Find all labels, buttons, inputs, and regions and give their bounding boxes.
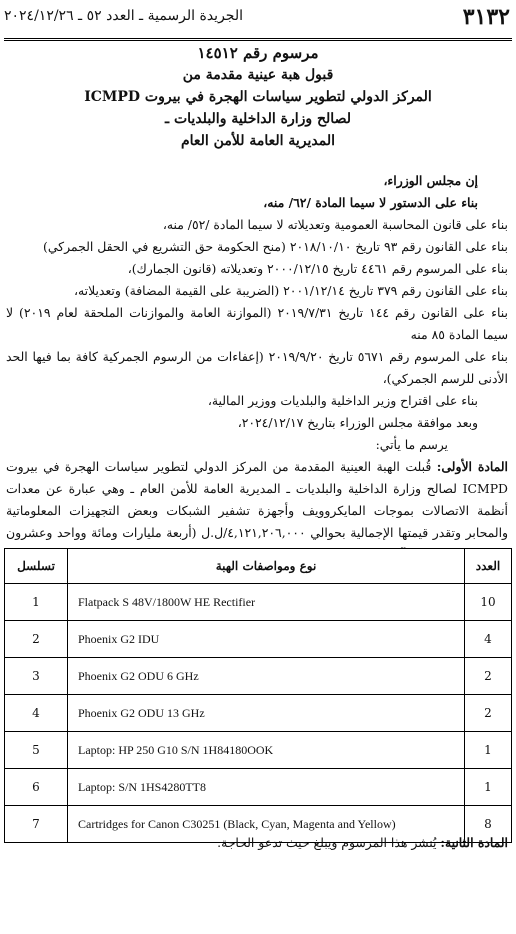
cell-qty: 4 <box>465 621 512 658</box>
cell-desc: Flatpack S 48V/1800W HE Rectifier <box>68 584 465 621</box>
cell-desc: Phoenix G2 ODU 6 GHz <box>68 658 465 695</box>
table-row <box>5 584 512 621</box>
cell-desc: Cartridges for Canon C30251 (Black, Cyan, Magenta and Yellow) <box>68 806 465 843</box>
cell-qty: 1 <box>465 769 512 806</box>
article-1-text: قُبلت الهبة العينية المقدمة من المركز الدولي لتطوير سياسات الهجرة في بيروت ICMPD لصالح وزارة الداخلية والبلديات ـ المديرية العامة للأمن العام ـ وهي عبارة عن معدات أنظمة الاتصالات بموجات المايكروويف وأجهزة تشفير الشبكات وبعض التجهيزات المعلوماتية والمحابر وتقدر قيمتها الإجمالية بحوالي ٤,١٢١,٢٠٦,٠٠٠/ل.ل (أربعة مليارات ومائة وواحد وعشرون <box>6 459 508 540</box>
council-line: إن مجلس الوزراء، <box>383 173 478 188</box>
recital-1: بناء على قانون المحاسبة العمومية وتعديلاته لا سيما المادة /٥٢/ منه، <box>162 217 508 232</box>
article-1-label: المادة الأولى: <box>436 459 508 474</box>
title-line-4: المديرية العامة للأمن العام <box>180 133 336 149</box>
recital-3: بناء على المرسوم رقم ٤٤٦١ تاريخ ٢٠٠٠/١٢/١٥ وتعديلاته (قانون الجمارك)، <box>127 261 508 276</box>
decree-body <box>6 170 508 566</box>
cell-seq: 7 <box>5 806 68 843</box>
header-qty: العدد <box>465 549 512 584</box>
cell-qty: 1 <box>465 732 512 769</box>
cell-qty: 10 <box>465 584 512 621</box>
cell-seq: 2 <box>5 621 68 658</box>
cell-desc: Laptop: HP 250 G10 S/N 1H84180OOK <box>68 732 465 769</box>
decree-number: مرسوم رقم ١٤٥١٢ <box>197 44 319 62</box>
page-number: ٣١٣٢ <box>462 4 510 30</box>
donation-items-table <box>4 548 512 843</box>
decree-footer <box>6 832 508 854</box>
recital-4: بناء على القانون رقم ٣٧٩ تاريخ ٢٠٠١/١٢/١٤ (الضريبة على القيمة المضافة) وتعديلاته، <box>73 283 508 298</box>
cell-seq: 5 <box>5 732 68 769</box>
header-desc: نوع ومواصفات الهبة <box>68 549 465 584</box>
decree-title-block <box>20 42 496 152</box>
table-row <box>5 658 512 695</box>
table-row <box>5 621 512 658</box>
recital-8: وبعد موافقة مجلس الوزراء بتاريخ ٢٠٢٤/١٢/١٧، <box>237 415 478 430</box>
recital-2: بناء على القانون رقم ٩٣ تاريخ ٢٠١٨/١٠/١٠ (منح الحكومة حق التشريع في الحقل الجمركي) <box>43 239 508 254</box>
recital-5: بناء على القانون رقم ١٤٤ تاريخ ٢٠١٩/٧/٣١ (الموازنة العامة والموازنات الملحقة لعام ٢٠١٩) لا سيما المادة ٨٥ منه <box>6 305 508 342</box>
header-divider <box>4 38 512 41</box>
cell-seq: 6 <box>5 769 68 806</box>
title-line-1: قبول هبة عينية مقدمة من <box>182 67 334 83</box>
title-line-2: المركز الدولي لتطوير سياسات الهجرة في بيروت ICMPD <box>84 89 432 105</box>
header-seq: تسلسل <box>5 549 68 584</box>
cell-seq: 1 <box>5 584 68 621</box>
table-row <box>5 695 512 732</box>
table-header-row <box>5 549 512 584</box>
cell-qty: 2 <box>465 695 512 732</box>
cell-qty: 8 <box>465 806 512 843</box>
page-header <box>4 2 512 38</box>
cell-qty: 2 <box>465 658 512 695</box>
article-2 <box>6 832 508 854</box>
article-2-text: يُنشر هذا المرسوم ويبلغ حيث تدعو الحاجة. <box>217 835 437 850</box>
table-row <box>5 769 512 806</box>
recital-6: بناء على المرسوم رقم ٥٦٧١ تاريخ ٢٠١٩/٩/٢٠ (إعفاءات من الرسوم الجمركية كافة بما فيها الحد الأدنى للرسم الجمركي)، <box>6 349 508 386</box>
recital-7: بناء على اقتراح وزير الداخلية والبلديات ووزير المالية، <box>207 393 478 408</box>
decree-line: يرسم ما يأتي: <box>375 437 448 452</box>
cell-seq: 4 <box>5 695 68 732</box>
article-2-label: المادة الثانية: <box>440 835 508 850</box>
constitution-line: بناء على الدستور لا سيما المادة /٦٢/ منه، <box>263 195 478 210</box>
title-line-3: لصالح وزارة الداخلية والبلديات ـ <box>165 111 351 127</box>
cell-seq: 3 <box>5 658 68 695</box>
table-row <box>5 732 512 769</box>
cell-desc: Phoenix G2 ODU 13 GHz <box>68 695 465 732</box>
cell-desc: Phoenix G2 IDU <box>68 621 465 658</box>
cell-desc: Laptop: S/N 1HS4280TT8 <box>68 769 465 806</box>
gazette-issue-line: الجريدة الرسمية ـ العدد ٥٢ ـ ٢٠٢٤/١٢/٢٦ <box>4 8 243 24</box>
